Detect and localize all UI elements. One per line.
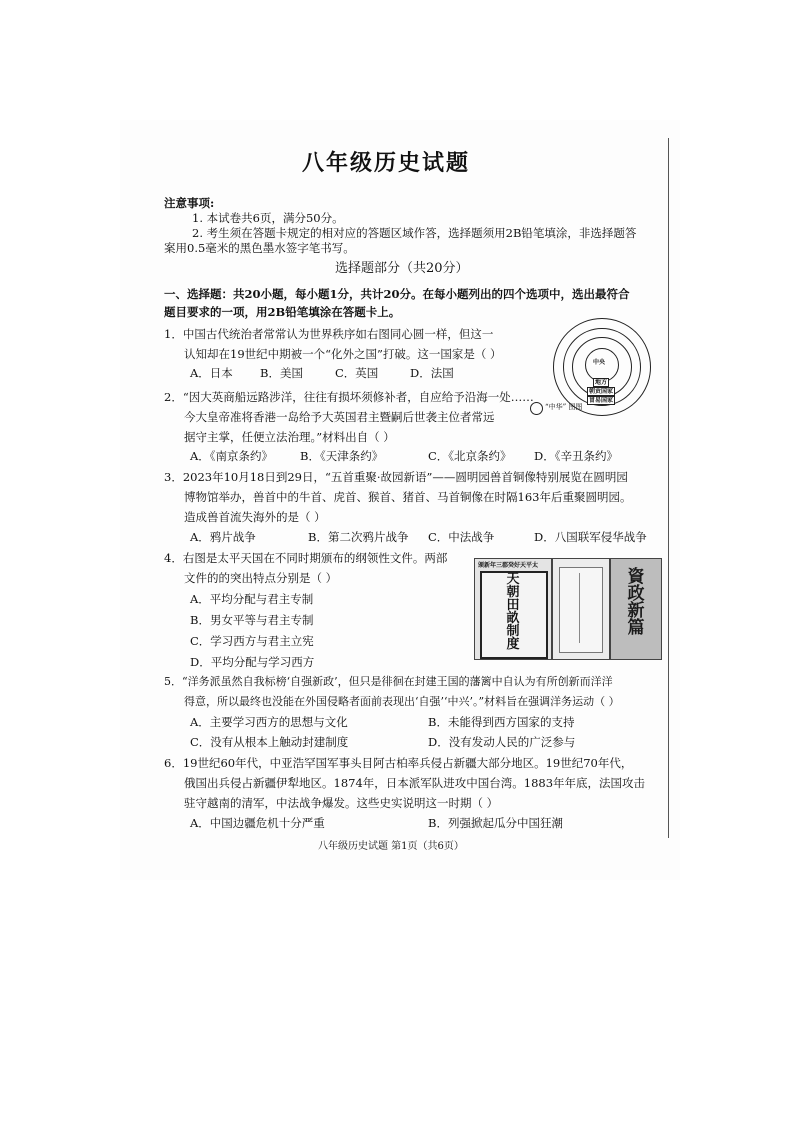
q1-option-a: A．日本 xyxy=(190,366,233,380)
circle-label-trade: 冒易国家 xyxy=(589,397,614,404)
q2-option-b: B．《天津条约》 xyxy=(300,449,384,463)
instructions-line-1: 一、选择题：共20小题，每小题1分，共计20分。在每小题列出的四个选项中，选出最符合 xyxy=(164,287,630,301)
instructions-line-2: 题目要求的一项，用2B铅笔填涂在答题卡上。 xyxy=(164,305,401,319)
q5-line-1: 5．“洋务派虽然自我标榜‘自强新政’，但只是徘徊在封建王国的藩篱中自认为有所创新而洋洋 xyxy=(164,675,613,688)
q6-option-a: A．中国边疆危机十分严重 xyxy=(190,816,325,830)
page-edge-line xyxy=(668,138,669,838)
doc-left-header: 颁新年三郡癸好天平太 xyxy=(478,562,539,569)
q4-option-d: D．平均分配与学习西方 xyxy=(190,655,315,669)
q3-option-b: B．第二次鸦片战争 xyxy=(308,530,409,544)
doc-left-char-2: 朝 xyxy=(506,585,520,600)
notes-item-2: 2. 考生须在答题卡规定的相对应的答题区域作答，选择题须用2B铅笔填涂，非选择题答 xyxy=(192,226,637,240)
doc-right-char-3: 新 xyxy=(627,601,645,621)
q6-line-1: 6．19世纪60年代，中亚浩罕国军事头目阿古柏率兵侵占新疆大部分地区。19世纪70年代， xyxy=(164,756,633,770)
doc-left-char-3: 田 xyxy=(506,598,520,613)
page-footer: 八年级历史试题 第1页（共6页） xyxy=(318,841,464,852)
q3-line-3: 造成兽首流失海外的是（ ） xyxy=(184,510,326,524)
doc-photo-open-book xyxy=(552,558,610,660)
circle-label-center: 中央 xyxy=(593,359,606,366)
q3-option-a: A．鸦片战争 xyxy=(190,530,256,544)
doc-photo-tianchao xyxy=(474,558,552,660)
open-book-line xyxy=(579,573,580,643)
q2-line-2: 今大皇帝准将香港一岛给予大英国君主暨嗣后世袭主位者常远 xyxy=(184,410,495,424)
page-title: 八年级历史试题 xyxy=(302,150,471,176)
q4-line-2: 文件的的突出特点分别是（ ） xyxy=(184,571,338,585)
doc-left-title xyxy=(499,573,527,651)
q5-option-c: C．没有从根本上触动封建制度 xyxy=(190,735,349,749)
q4-option-a: A．平均分配与君主专制 xyxy=(190,592,314,606)
q3-line-1: 3．2023年10月18日到29日，“五首重聚·故园新语”——圆明园兽首铜像特别展览在圆明园 xyxy=(164,470,628,484)
circle-label-tributary: 朝贡国家 xyxy=(589,388,614,395)
q1-option-c: C．英国 xyxy=(335,366,379,380)
q5-option-a: A．主要学习西方的思想与文化 xyxy=(190,715,348,729)
q1-line-1: 1．中国古代统治者常常认为世界秩序如右图同心圆一样，但这一 xyxy=(164,327,494,341)
q1-line-2: 认知却在19世纪中期被一个“化外之国”打破。这一国家是（ ） xyxy=(184,347,502,361)
q4-option-c: C．学习西方与君主立宪 xyxy=(190,634,314,648)
doc-left-char-4: 畝 xyxy=(506,611,520,626)
circle-legend: “中华” 图图 xyxy=(545,403,583,411)
q2-option-c: C．《北京条约》 xyxy=(428,449,512,463)
doc-left-char-6: 度 xyxy=(506,637,520,652)
doc-right-title xyxy=(623,569,649,637)
doc-photo-zizheng xyxy=(610,558,662,660)
q6-option-b: B．列强掀起瓜分中国狂潮 xyxy=(428,816,563,830)
open-book-page xyxy=(559,567,603,653)
circle-label-local: 地方 xyxy=(595,379,608,386)
q5-line-2: 得意，所以最终也没能在外国侵略者面前表现出‘自强’‘中兴’。”材料旨在强调洋务运动（ ） xyxy=(184,695,620,708)
q5-option-b: B．未能得到西方国家的支持 xyxy=(428,715,575,729)
q1-option-b: B．美国 xyxy=(260,366,303,380)
q2-option-d: D．《辛丑条约》 xyxy=(534,449,618,463)
q3-line-2: 博物馆举办，兽首中的牛首、虎首、猴首、猪首、马首铜像在时隔163年后重聚圆明园。 xyxy=(184,490,632,504)
q1-option-d: D．法国 xyxy=(410,366,454,380)
q6-line-3: 驻守越南的清军，中法战争爆发。这些史实说明这一时期（ ） xyxy=(184,796,499,810)
notes-item-3: 案用0.5毫米的黑色墨水签字笔书写。 xyxy=(164,241,355,255)
section-title: 选择题部分（共20分） xyxy=(335,261,469,276)
doc-left-char-1: 天 xyxy=(506,572,520,587)
doc-left-char-5: 制 xyxy=(506,624,520,639)
doc-right-char-1: 資 xyxy=(627,567,645,587)
notes-heading: 注意事项: xyxy=(164,196,215,210)
q5-option-d: D．没有发动人民的广泛参与 xyxy=(428,735,576,749)
q4-option-b: B．男女平等与君主专制 xyxy=(190,613,314,627)
doc-right-char-2: 政 xyxy=(627,584,645,604)
q3-option-d: D．八国联军侵华战争 xyxy=(534,530,647,544)
q3-option-c: C．中法战争 xyxy=(428,530,495,544)
doc-right-char-4: 篇 xyxy=(627,618,645,638)
q6-line-2: 俄国出兵侵占新疆伊犁地区。1874年，日本派军队进攻中国台湾。1883年年底，法国攻击 xyxy=(184,776,646,790)
q2-option-a: A．《南京条约》 xyxy=(190,449,274,463)
q2-line-1: 2．“因大英商船远路涉洋，往往有损坏须修补者，自应给予沿海一处…… xyxy=(164,390,534,404)
notes-item-1: 1. 本试卷共6页，满分50分。 xyxy=(192,211,344,225)
q2-line-3: 据守主掌，任便立法治理。”材料出自（ ） xyxy=(184,430,395,444)
q4-line-1: 4．右图是太平天国在不同时期颁布的纲领性文件。两部 xyxy=(164,551,448,565)
